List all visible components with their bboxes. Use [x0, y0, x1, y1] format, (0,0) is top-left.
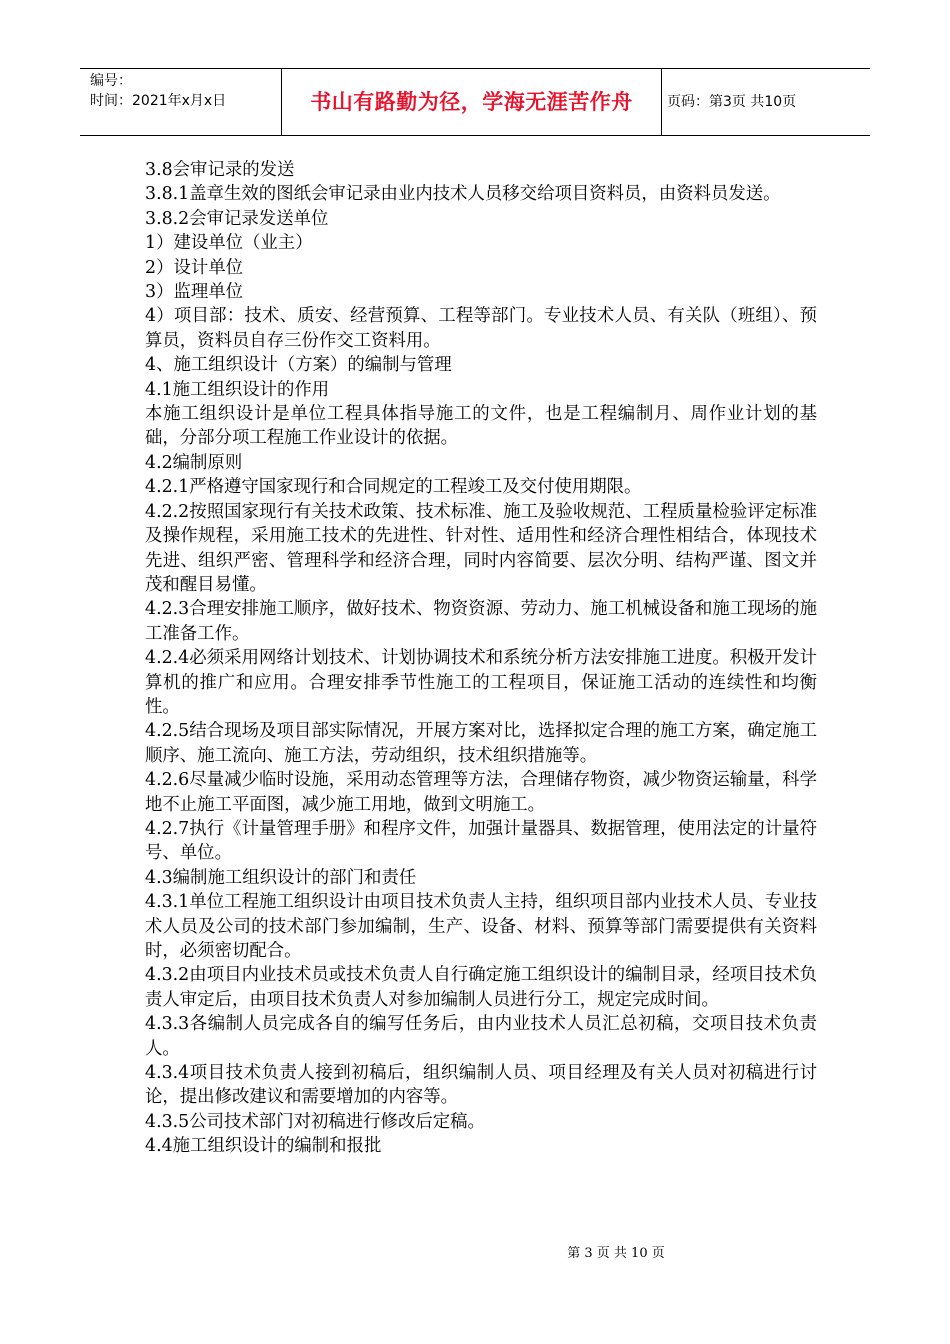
paragraph: 4、施工组织设计（方案）的编制与管理 — [145, 355, 452, 376]
paragraph: 4.2.7执行《计量管理手册》和程序文件，加强计量器具、数据管理，使用法定的计量符号、单位。 — [145, 818, 817, 864]
paragraph: 4.2.1严格遵守国家现行和合同规定的工程竣工及交付使用期限。 — [145, 477, 642, 498]
header-motto: 书山有路勤为径，学海无涯苦作舟 — [282, 69, 662, 135]
paragraph: 4.4施工组织设计的编制和报批 — [145, 1136, 382, 1157]
paragraph: 本施工组织设计是单位工程具体指导施工的文件，也是工程编制月、周作业计划的基础，分部分项工程施工作业设计的依据。 — [145, 404, 817, 449]
paragraph: 4.1施工组织设计的作用 — [145, 379, 330, 400]
paragraph: 4.2.6尽量减少临时设施，采用动态管理等方法，合理储存物资，减少物资运输量，科学地不止施工平面图，减少施工用地，做到文明施工。 — [145, 770, 817, 815]
document-date-label: 时间：2021年x月x日 — [90, 93, 227, 109]
page-header — [80, 68, 870, 136]
paragraph: 4）项目部：技术、质安、经营预算、工程等部门。专业技术人员、有关队（班组）、预算员，资料员自存三份作交工资料用。 — [145, 306, 817, 351]
page-footer: 第 3 页 共 10 页 — [567, 1246, 665, 1261]
header-page-info: 页码：第3页 共10页 — [667, 94, 797, 110]
paragraph: 3.8会审记录的发送 — [145, 160, 295, 180]
paragraph: 4.3.2由项目内业技术员或技术负责人自行确定施工组织设计的编制目录，经项目技术负责人审定后，由项目技术负责人对参加编制人员进行分工，规定完成时间。 — [145, 965, 817, 1010]
paragraph: 1）建设单位（业主） — [145, 233, 313, 254]
paragraph: 4.3编制施工组织设计的部门和责任 — [145, 867, 417, 888]
document-number-label: 编号： — [90, 73, 132, 89]
paragraph: 4.3.1单位工程施工组织设计由项目技术负责人主持，组织项目部内业技术人员、专业技术人员及公司的技术部门参加编制，生产、设备、材料、预算等部门需要提供有关资料时，必须密切配合。 — [145, 892, 817, 961]
header-meta-cell — [80, 69, 282, 135]
paragraph: 3）监理单位 — [145, 282, 244, 303]
paragraph: 4.3.4项目技术负责人接到初稿后，组织编制人员、项目经理及有关人员对初稿进行讨论，提出修改建议和需要增加的内容等。 — [145, 1063, 817, 1108]
paragraph: 3.8.2会审记录发送单位 — [145, 208, 329, 229]
paragraph: 3.8.1盖章生效的图纸会审记录由业内技术人员移交给项目资料员，由资料员发送。 — [145, 184, 781, 205]
paragraph: 4.3.3各编制人员完成各自的编写任务后，由内业技术人员汇总初稿，交项目技术负责人。 — [145, 1014, 817, 1059]
paragraph: 4.2.2按照国家现行有关技术政策、技术标准、施工及验收规范、工程质量检验评定标准及操作规程，采用施工技术的先进性、针对性、适用性和经济合理性相结合，体现技术先进、组织严密、管理科学和经济合理，同时内容简要、层次分明、结构严谨、图文并茂和醒目易懂。 — [145, 501, 817, 595]
paragraph: 4.3.5公司技术部门对初稿进行修改后定稿。 — [145, 1111, 485, 1132]
paragraph: 4.2.3合理安排施工顺序，做好技术、物资资源、劳动力、施工机械设备和施工现场的施工准备工作。 — [145, 599, 817, 644]
paragraph: 4.2编制原则 — [145, 452, 243, 473]
paragraph: 2）设计单位 — [145, 257, 244, 278]
document-body — [145, 158, 817, 1159]
paragraph: 4.2.4必须采用网络计划技术、计划协调技术和系统分析方法安排施工进度。积极开发计算机的推广和应用。合理安排季节性施工的工程项目，保证施工活动的连续性和均衡性。 — [145, 648, 817, 717]
paragraph: 4.2.5结合现场及项目部实际情况，开展方案对比，选择拟定合理的施工方案，确定施工顺序、施工流向、施工方法，劳动组织，技术组织措施等。 — [145, 721, 817, 766]
